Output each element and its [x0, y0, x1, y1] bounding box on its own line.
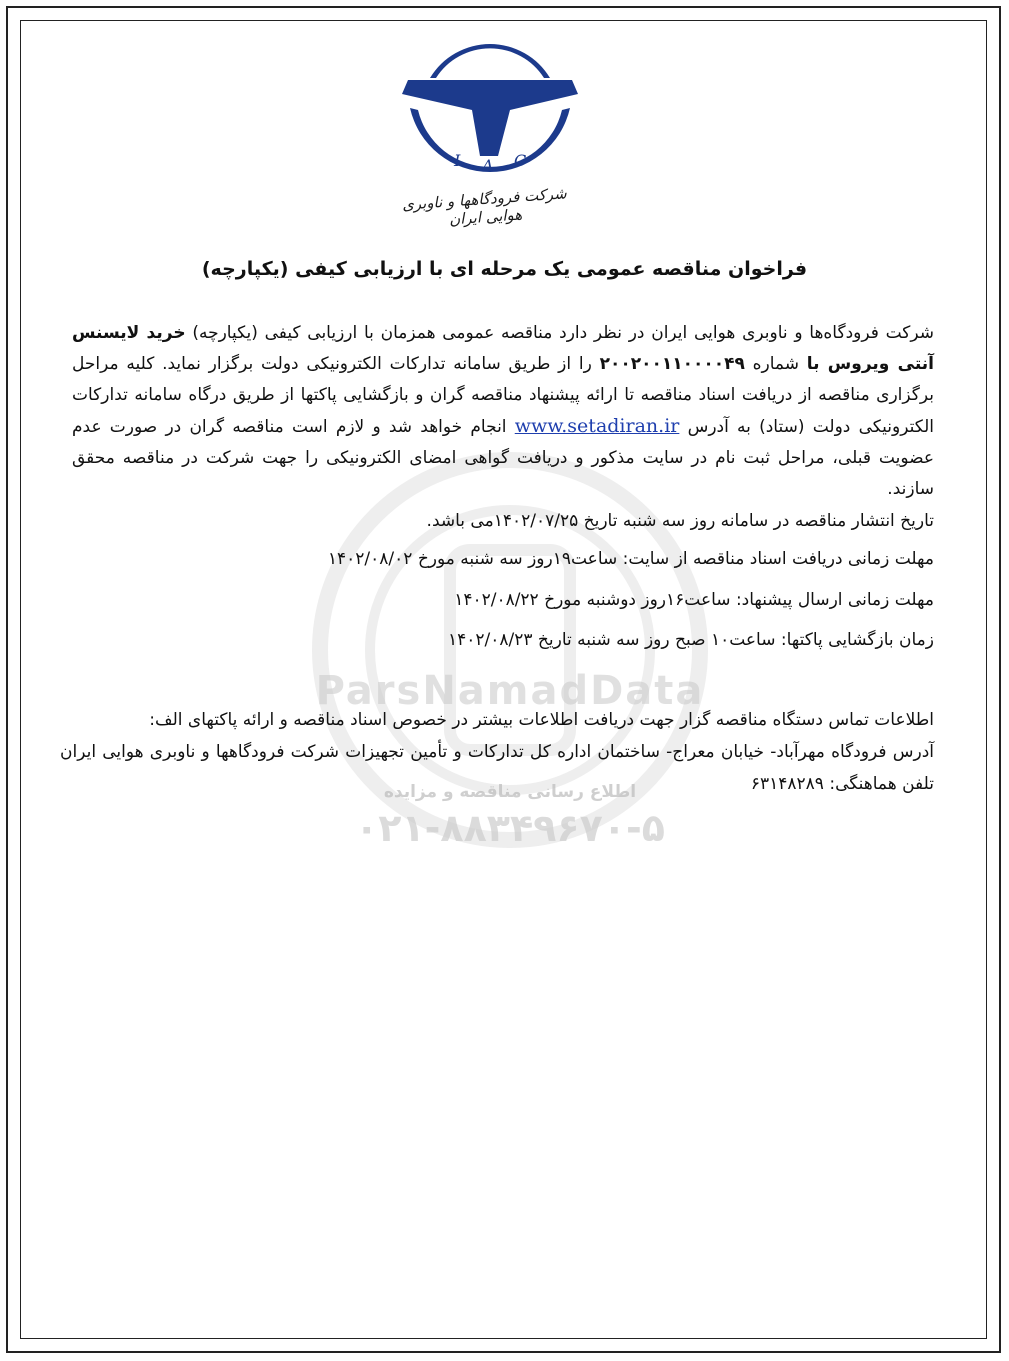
svg-text:A: A — [482, 156, 494, 175]
watermark-subtitle: اطلاع رسانی مناقصه و مزایده — [383, 782, 637, 802]
intro-bold1: خرید لایسنس آنتی ویروس با — [72, 323, 934, 374]
contact-section — [60, 704, 934, 800]
logo-caption: شرکت فرودگاهها و ناوبری هوایی ایران — [401, 184, 568, 229]
intro-part4: انجام خواهد شد و لازم است مناقصه گران در صورت عدم عضویت قبلی، مراحل ثبت نام در سایت مذکور و دریافت گواهی امضای الکترونیکی را جهت شرکت در مناقصه محقق سازند. — [72, 417, 934, 499]
watermark-phone: ۰۲۱-۸۸۳۴۹۶۷۰-۵ — [355, 806, 665, 850]
watermark-brand: ParsNamadData — [315, 668, 705, 714]
setadiran-link[interactable]: www.setadiran.ir — [514, 415, 680, 437]
schedule-opening-date: زمان بازگشایی پاکتها: ساعت۱۰ صبح روز سه شنبه تاریخ ۱۴۰۲/۰۸/۲۳ — [448, 630, 934, 650]
schedule-publish-date: تاریخ انتشار مناقصه در سامانه روز سه شنبه تاریخ ۱۴۰۲/۰۷/۲۵می باشد. — [426, 511, 934, 531]
intro-part2: شماره — [744, 354, 807, 374]
intro-paragraph — [72, 318, 934, 505]
intro-part3: را از طریق سامانه تدارکات الکترونیکی دولت برگزار نماید. کلیه مراحل برگزاری مناقصه از دریافت اسناد مناقصه تا ارائه پیشنهاد مناقصه گران و بازگشایی پاکتها از طریق درگاه سامانه تدارکات الکترونیکی دولت (ستاد) به آدرس — [72, 354, 934, 437]
svg-text:I: I — [454, 151, 461, 170]
tender-number: ۲۰۰۲۰۰۱۱۰۰۰۰۴۹ — [599, 354, 745, 374]
schedule-docs-deadline: مهلت زمانی دریافت اسناد مناقصه از سایت: ساعت۱۹روز سه شنبه مورخ ۱۴۰۲/۰۸/۰۲ — [327, 549, 934, 569]
iac-emblem-icon — [380, 38, 600, 198]
schedule-bid-deadline: مهلت زمانی ارسال پیشنهاد: ساعت۱۶روز دوشنبه مورخ ۱۴۰۲/۰۸/۲۲ — [454, 590, 934, 610]
page-title: فراخوان مناقصه عمومی یک مرحله ای با ارزیابی کیفی (یکپارچه) — [201, 258, 808, 280]
contact-address: آدرس فرودگاه مهرآباد- خیابان معراج- ساختمان اداره کل تدارکات و تأمین تجهیزات شرکت فرودگاهها و ناوبری هوایی ایران تلفن هماهنگی: ۶۳۱۴۸۲۸۹ — [60, 742, 934, 794]
svg-text:C: C — [514, 151, 527, 170]
contact-heading: اطلاعات تماس دستگاه مناقصه گزار جهت دریافت اطلاعات بیشتر در خصوص اسناد مناقصه و ارائه پاکتهای الف: — [149, 710, 934, 730]
intro-part1: شرکت فرودگاه‌ها و ناوبری هوایی ایران در نظر دارد مناقصه عمومی همزمان با ارزیابی کیفی (یکپارچه) — [185, 323, 935, 343]
